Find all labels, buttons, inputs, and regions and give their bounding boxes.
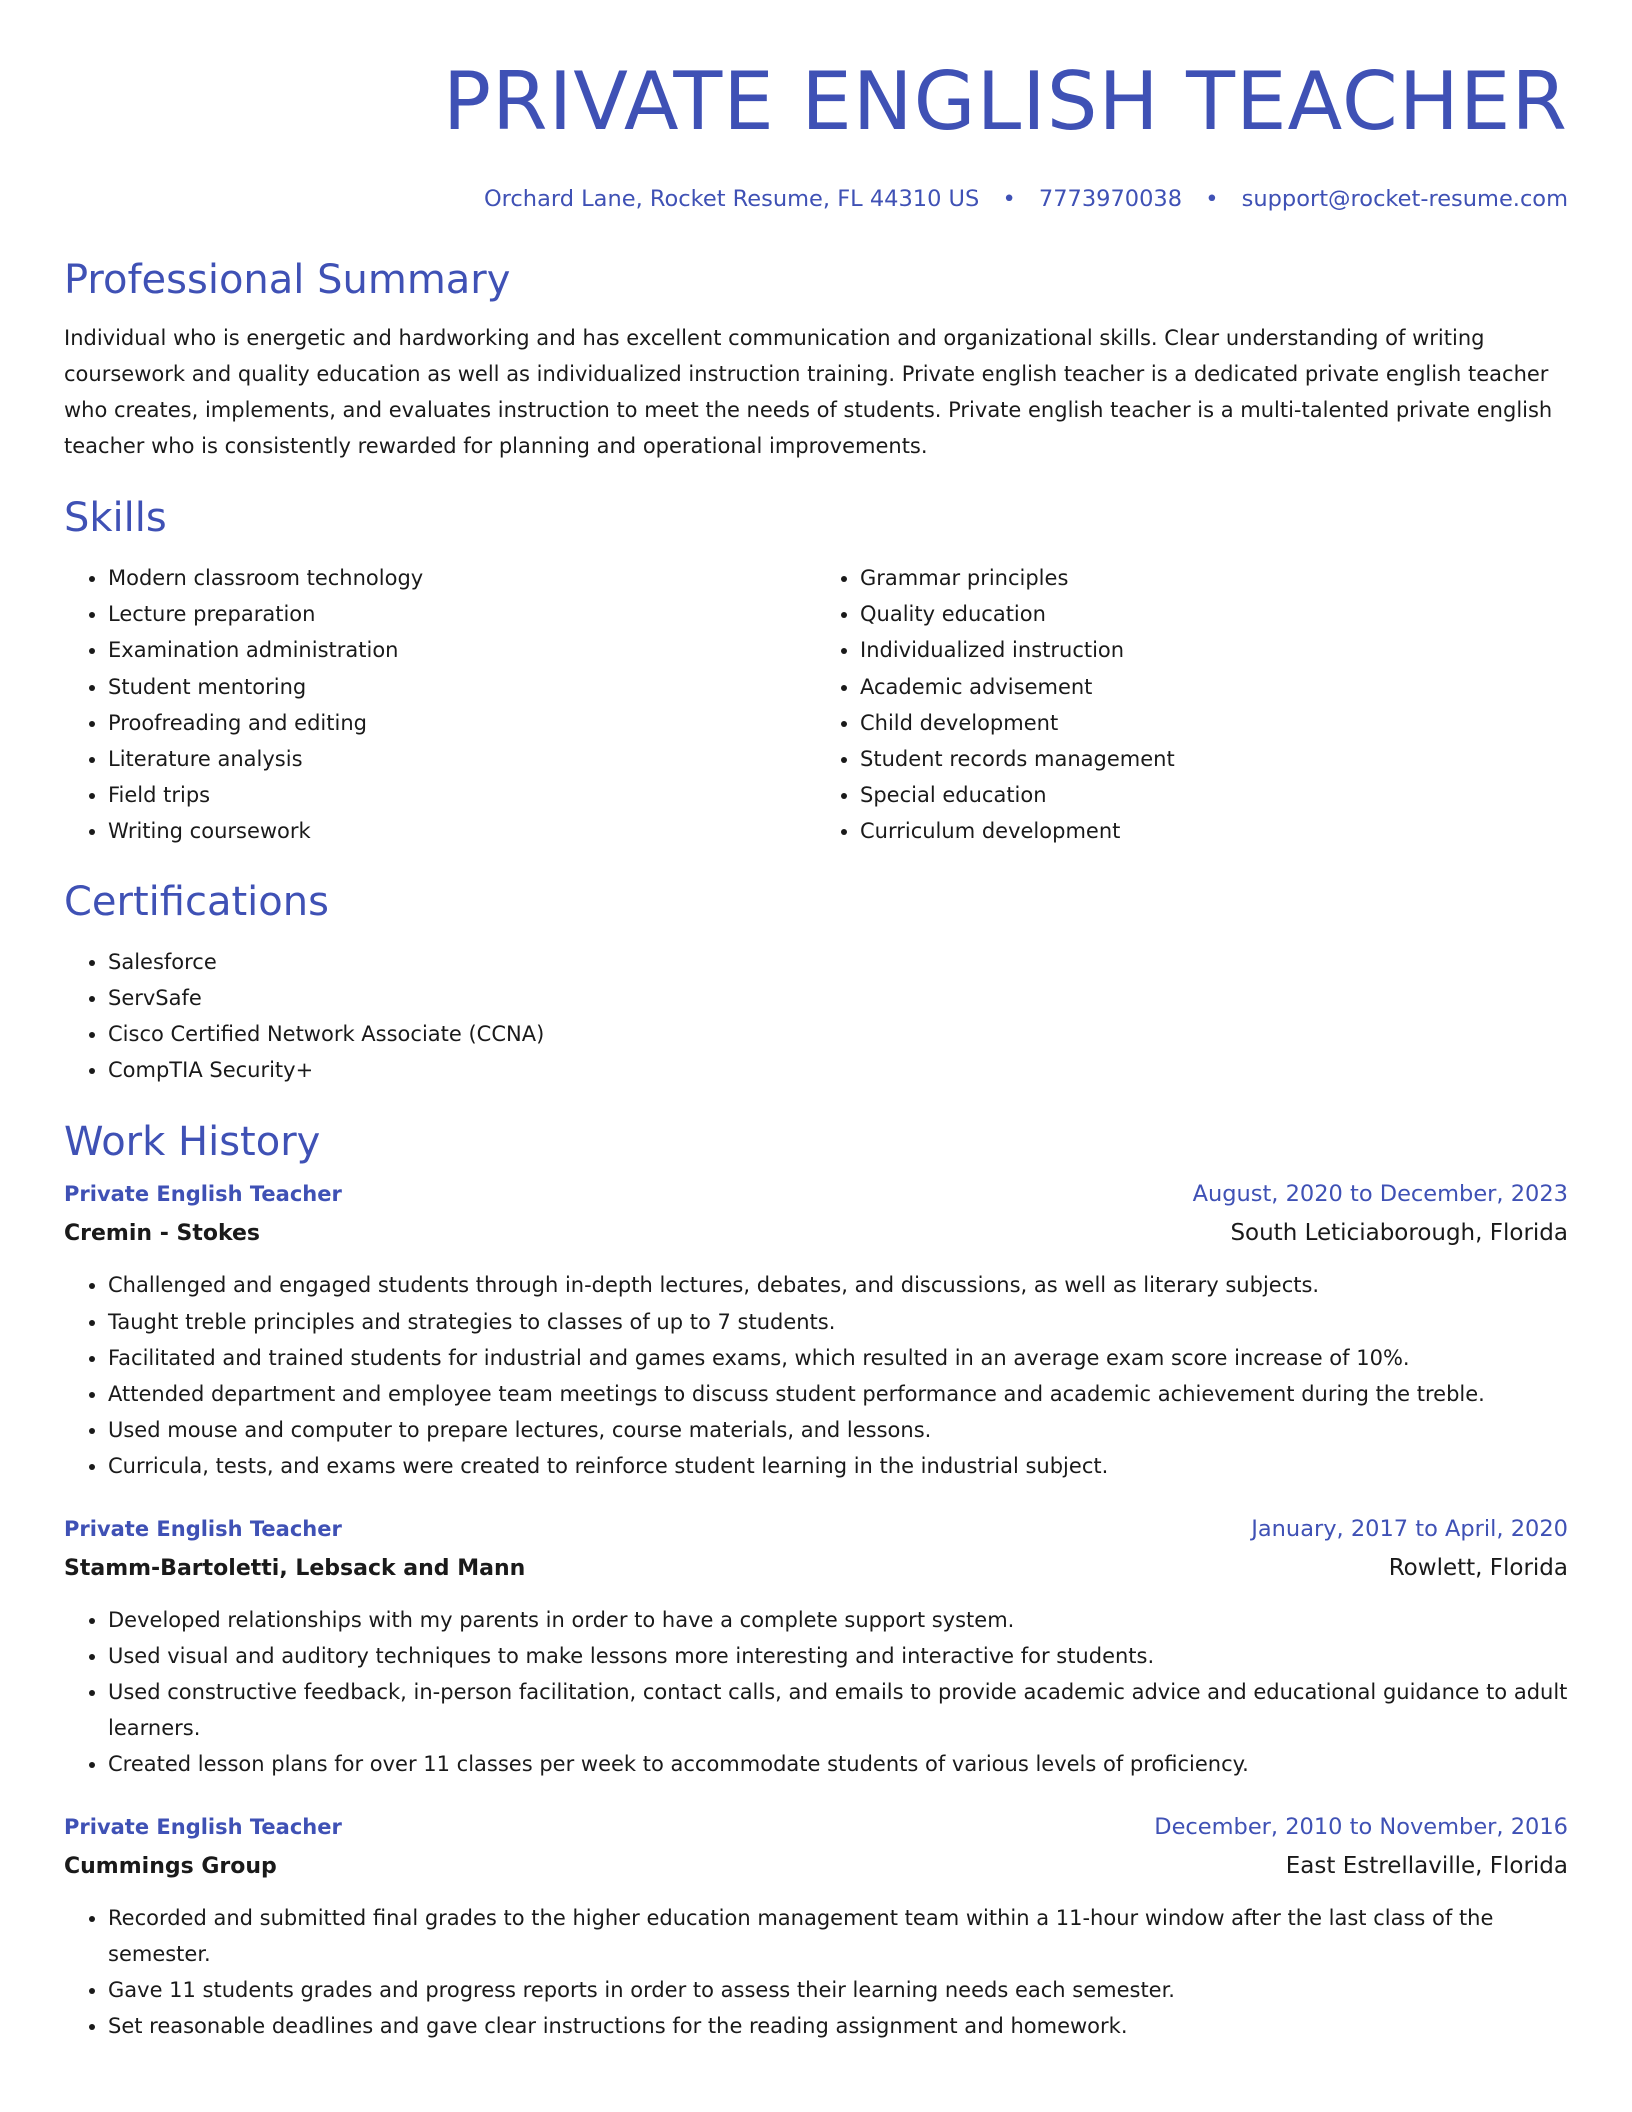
skills-column-left [64, 560, 816, 850]
certification-item: • Cisco Certified Network Associate (CCNA) [108, 1016, 1568, 1052]
certification-item: • CompTIA Security+ [108, 1052, 1568, 1088]
job-entry [64, 1807, 1568, 2045]
skill-item: • Field trips [108, 777, 816, 813]
job-location: South Leticiaborough, Florida [1230, 1220, 1568, 1247]
job-bullet: • Attended department and employee team meetings to discuss student performance and academic achievement during the treble. [108, 1376, 1568, 1412]
work-history-heading: Work History [64, 1119, 321, 1166]
job-bullet: • Gave 11 students grades and progress reports in order to assess their learning needs each semester. [108, 1972, 1568, 2008]
job-bullet: • Used constructive feedback, in-person facilitation, contact calls, and emails to provide academic advice and educational guidance to adult learners. [108, 1674, 1568, 1746]
job-title: Private English Teacher [64, 1516, 342, 1541]
job-location: Rowlett, Florida [1388, 1554, 1568, 1581]
job-dates: August, 2020 to December, 2023 [1192, 1181, 1568, 1208]
contact-address: Orchard Lane, Rocket Resume, FL 44310 US [483, 186, 980, 212]
job-bullet: • Challenged and engaged students through in-depth lectures, debates, and discussions, as well as literary subjects. [108, 1267, 1568, 1303]
job-bullet: • Taught treble principles and strategies to classes of up to 7 students. [108, 1304, 1568, 1340]
job-dates: December, 2010 to November, 2016 [1154, 1813, 1568, 1840]
skill-item: • Curriculum development [860, 813, 1568, 849]
job-title: Private English Teacher [64, 1182, 342, 1207]
job-title: Private English Teacher [64, 1814, 342, 1839]
job-company: Cummings Group [64, 1853, 277, 1879]
contact-line [64, 184, 1568, 214]
summary-text: Individual who is energetic and hardworking and has excellent communication and organizational skills. Clear understanding of writing coursework and quality education as well as individualized instruction training. Private english teacher is a dedicated private english teacher who creates, implements, and evaluates instruction to meet the needs of students. Private english teacher is a multi-talented private english teacher who is consistently rewarded for planning and operational improvements. [64, 326, 1553, 458]
job-entry [64, 1509, 1568, 1783]
summary-heading: Professional Summary [64, 257, 511, 303]
job-bullet: • Facilitated and trained students for industrial and games exams, which resulted in an average exam score increase of 10%. [108, 1340, 1568, 1376]
job-location: East Estrellaville, Florida [1285, 1852, 1568, 1879]
contact-separator: • [1002, 186, 1016, 212]
job-bullet: • Created lesson plans for over 11 classes per week to accommodate students of various levels of proficiency. [108, 1746, 1568, 1782]
certifications-heading: Certifications [64, 878, 329, 925]
skills-column-right [816, 560, 1568, 850]
certification-item: • Salesforce [108, 944, 1568, 980]
skill-item: • Special education [860, 777, 1568, 813]
job-bullets [64, 1267, 1568, 1484]
job-dates: January, 2017 to April, 2020 [1251, 1515, 1568, 1542]
job-bullet: • Recorded and submitted final grades to the higher education management team within a 11-hour window after the last class of the semester. [108, 1900, 1568, 1972]
skill-item: • Child development [860, 705, 1568, 741]
skill-item: • Individualized instruction [860, 632, 1568, 668]
contact-separator: • [1205, 186, 1219, 212]
skill-item: • Modern classroom technology [108, 560, 816, 596]
contact-phone: 7773970038 [1038, 186, 1183, 212]
job-bullets [64, 1602, 1568, 1783]
job-bullet: • Developed relationships with my parents in order to have a complete support system. [108, 1602, 1568, 1638]
certifications-list [64, 944, 1568, 1089]
contact-email: support@rocket-resume.com [1241, 186, 1568, 212]
skill-item: • Proofreading and editing [108, 705, 816, 741]
resume-page [64, 0, 1568, 2044]
job-bullet: • Used mouse and computer to prepare lectures, course materials, and lessons. [108, 1412, 1568, 1448]
skill-item: • Lecture preparation [108, 596, 816, 632]
job-company: Cremin - Stokes [64, 1221, 261, 1247]
job-company: Stamm-Bartoletti, Lebsack and Mann [64, 1555, 526, 1581]
job-bullet: • Set reasonable deadlines and gave clear instructions for the reading assignment and homework. [108, 2008, 1568, 2044]
job-bullet: • Curricula, tests, and exams were created to reinforce student learning in the industrial subject. [108, 1448, 1568, 1484]
skill-item: • Quality education [860, 596, 1568, 632]
skills-list [64, 560, 1568, 850]
skill-item: • Grammar principles [860, 560, 1568, 596]
skill-item: • Student mentoring [108, 669, 816, 705]
skills-heading: Skills [64, 495, 167, 541]
skill-item: • Writing coursework [108, 813, 816, 849]
skill-item: • Academic advisement [860, 669, 1568, 705]
candidate-name: PRIVATE ENGLISH TEACHER [442, 55, 1568, 148]
skill-item: • Examination administration [108, 632, 816, 668]
skill-item: • Student records management [860, 741, 1568, 777]
skill-item: • Literature analysis [108, 741, 816, 777]
certification-item: • ServSafe [108, 980, 1568, 1016]
job-bullet: • Used visual and auditory techniques to make lessons more interesting and interactive for students. [108, 1638, 1568, 1674]
job-entry [64, 1174, 1568, 1484]
job-bullets [64, 1900, 1568, 2045]
